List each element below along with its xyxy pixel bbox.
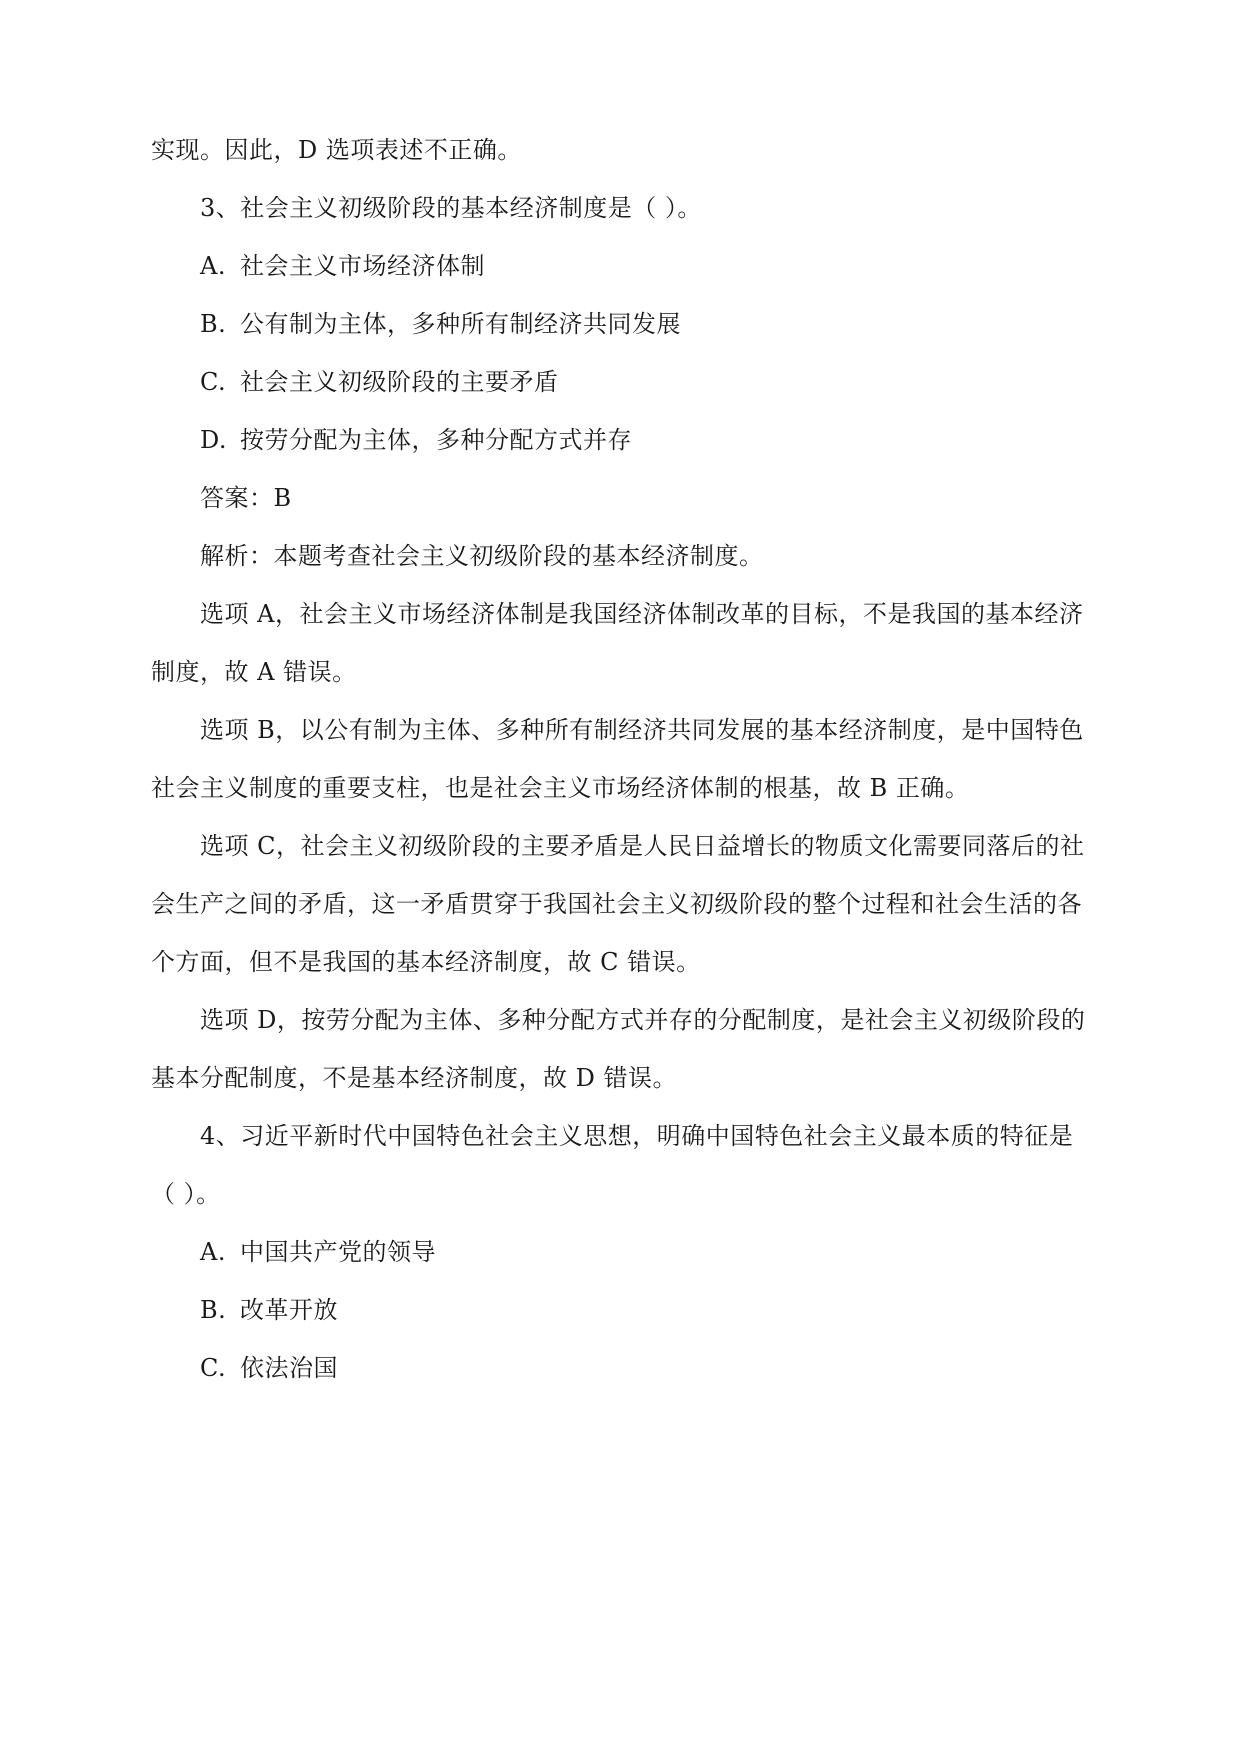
- explanation-b-line-2: 社会主义制度的重要支柱，也是社会主义市场经济体制的根基，故 B 正确。: [151, 774, 970, 802]
- question-3-option-d: [200, 424, 1140, 456]
- question-4-stem-line-2: （ ）。: [151, 1180, 221, 1208]
- option-text: 社会主义初级阶段的主要矛盾: [240, 368, 559, 396]
- option-text: 公有制为主体，多种所有制经济共同发展: [240, 310, 681, 338]
- explanation-b-line-1: 选项 B，以公有制为主体、多种所有制经济共同发展的基本经济制度，是中国特色: [200, 716, 1084, 744]
- question-3-answer: 答案：B: [200, 484, 292, 512]
- option-letter: A.: [200, 1238, 226, 1266]
- option-letter: C.: [200, 1354, 227, 1382]
- explanation-c-line-1: 选项 C，社会主义初级阶段的主要矛盾是人民日益增长的物质文化需要同落后的社: [200, 832, 1085, 860]
- question-3-option-a: [200, 250, 1140, 282]
- explanation-d-line-2: 基本分配制度，不是基本经济制度，故 D 错误。: [151, 1064, 677, 1092]
- question-4-stem-line-1: 4、习近平新时代中国特色社会主义思想，明确中国特色社会主义最本质的特征是: [200, 1122, 1074, 1150]
- explanation-c-line-3: 个方面，但不是我国的基本经济制度，故 C 错误。: [151, 948, 701, 976]
- explanation-d-line-1: 选项 D，按劳分配为主体、多种分配方式并存的分配制度，是社会主义初级阶段的: [200, 1006, 1086, 1034]
- option-letter: D.: [200, 426, 228, 454]
- question-3-option-b: [200, 308, 1140, 340]
- question-4-option-b: [200, 1294, 1140, 1326]
- option-letter: B.: [200, 1296, 227, 1324]
- option-text: 中国共产党的领导: [240, 1238, 436, 1266]
- paragraph-line: 实现。因此，D 选项表述不正确。: [151, 136, 522, 164]
- question-3-stem: 3、社会主义初级阶段的基本经济制度是（ ）。: [200, 194, 702, 222]
- option-text: 改革开放: [240, 1296, 338, 1324]
- explanation-a-line-2: 制度，故 A 错误。: [151, 658, 357, 686]
- question-3-analysis: 解析：本题考查社会主义初级阶段的基本经济制度。: [200, 542, 764, 570]
- option-letter: B.: [200, 310, 227, 338]
- option-text: 依法治国: [240, 1354, 338, 1382]
- option-letter: A.: [200, 252, 226, 280]
- option-text: 社会主义市场经济体制: [240, 252, 485, 280]
- question-4-option-c: [200, 1352, 1140, 1384]
- option-letter: C.: [200, 368, 227, 396]
- question-3-option-c: [200, 366, 1140, 398]
- question-4-option-a: [200, 1236, 1140, 1268]
- explanation-c-line-2: 会生产之间的矛盾，这一矛盾贯穿于我国社会主义初级阶段的整个过程和社会生活的各: [151, 890, 1082, 918]
- option-text: 按劳分配为主体，多种分配方式并存: [240, 426, 632, 454]
- explanation-a-line-1: 选项 A，社会主义市场经济体制是我国经济体制改革的目标，不是我国的基本经济: [200, 600, 1084, 628]
